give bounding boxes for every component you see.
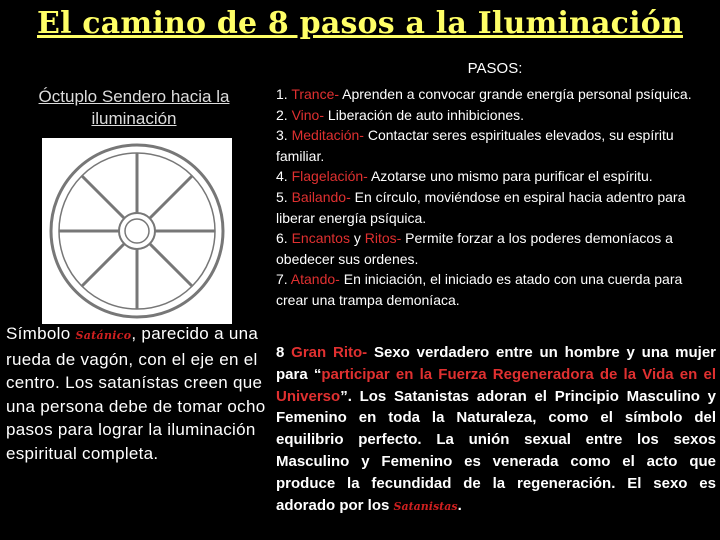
step-item: 5. Bailando- En círculo, moviéndose en espiral hacia adentro para liberar energía psíquica. — [276, 188, 686, 226]
step-item: 7. Atando- En iniciación, el iniciado es atado con una cuerda para crear una trampa demoníaca. — [276, 271, 683, 308]
step-item: 1. Trance- Aprenden a convocar grande energía personal psíquica. — [276, 86, 692, 102]
satanico-word: Satánico — [75, 329, 132, 342]
gran-rito-paragraph: 8 Gran Rito- Sexo verdadero entre un hombre y una mujer para “participar en la Fuerza Regeneradora de la Vida en el Universo”. Los Satanistas adoran el Principio Masculino y Femenino en toda la Naturaleza, como el símbolo del equilibrio perfecto. La unión sexual entre los sexos Masculino y Femenino es venerada como el acto que produce la fecundidad de la regeneración. El sexo es adorado por los Satanistas. — [276, 344, 717, 514]
eight-spoke-wheel-image — [42, 138, 232, 324]
step-item: 6. Encantos y Ritos- Permite forzar a los poderes demoníacos a obedecer sus ordenes. — [276, 230, 673, 267]
symbol-subtitle: Óctuplo Sendero hacia la iluminación — [38, 87, 230, 128]
step-item: 4. Flagelación- Azotarse uno mismo para purificar el espíritu. — [276, 168, 653, 185]
step-item: 3. Meditación- Contactar seres espirituales elevados, su espíritu familiar. — [276, 127, 674, 164]
page-title: El camino de 8 pasos a la Iluminación — [37, 6, 683, 41]
satanistas-word: Satanistas — [393, 499, 458, 513]
symbol-description: Símbolo Satánico, parecido a una rueda de vagón, con el eje en el centro. Los satanístas creen que una persona debe de tomar ocho pasos para lograr la iluminación espiritual completa. — [6, 324, 266, 463]
step-item: 2. Vino- Liberación de auto inhibiciones. — [276, 106, 525, 123]
pasos-label: PASOS: — [467, 60, 523, 77]
steps-list — [276, 84, 716, 311]
